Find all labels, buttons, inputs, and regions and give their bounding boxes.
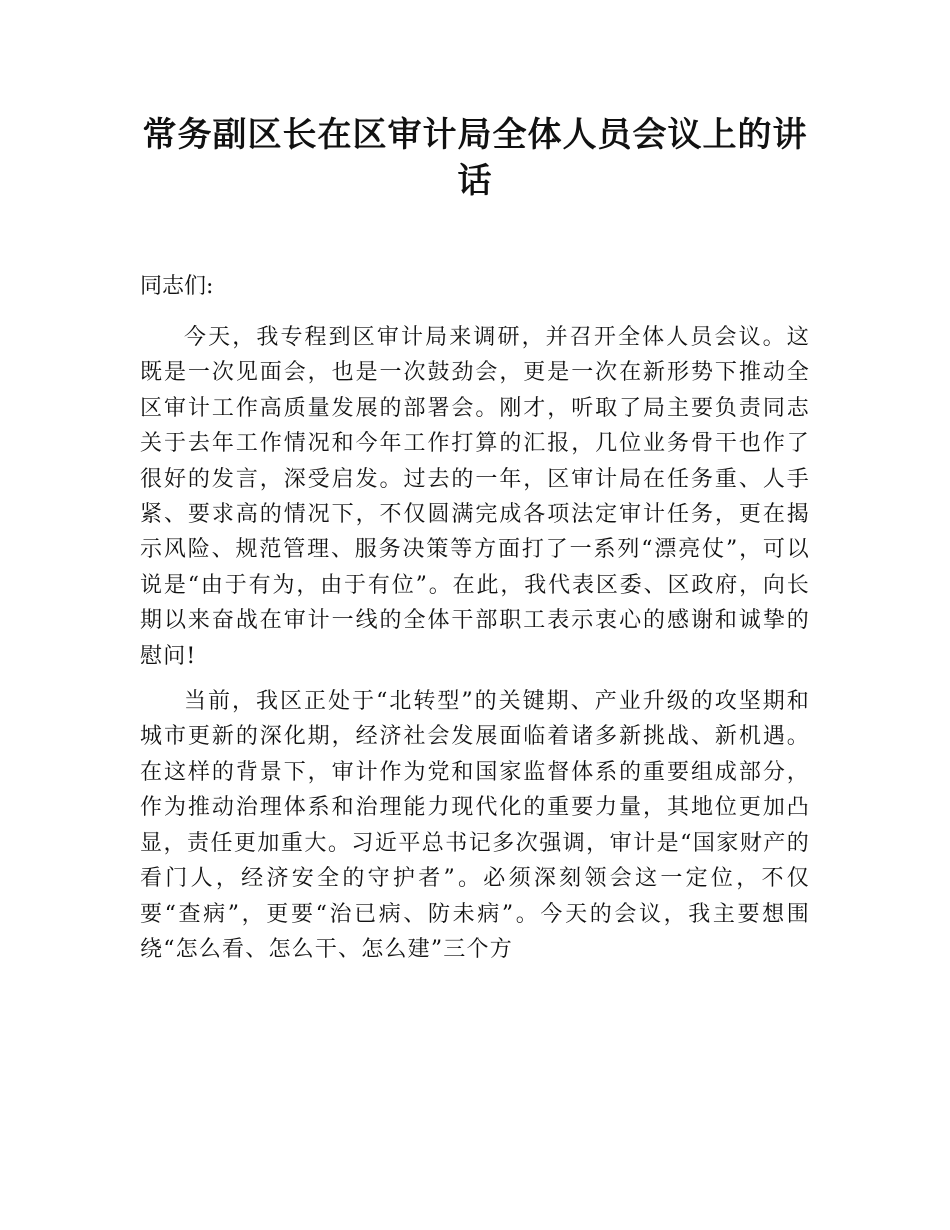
paragraph: 今天，我专程到区审计局来调研，并召开全体人员会议。这既是一次见面会，也是一次鼓劲会，更是一次在新形势下推动全区审计工作高质量发展的部署会。刚才，听取了局主要负责同志关于去年工作情况和今年工作打算的汇报，几位业务骨干也作了很好的发言，深受启发。过去的一年，区审计局在任务重、人手紧、要求高的情况下，不仅圆满完成各项法定审计任务，更在揭示风险、规范管理、服务决策等方面打了一系列“漂亮仗”，可以说是“由于有为，由于有位”。在此，我代表区委、区政府，向长期以来奋战在审计一线的全体干部职工表示衷心的感谢和诚挚的慰问! — [140, 325, 810, 669]
paragraph: 当前，我区正处于“北转型”的关键期、产业升级的攻坚期和城市更新的深化期，经济社会发展面临着诸多新挑战、新机遇。在这样的背景下，审计作为党和国家监督体系的重要组成部分，作为推动治理体系和治理能力现代化的重要力量，其地位更加凸显，责任更加重大。习近平总书记多次强调，审计是“国家财产的看门人，经济安全的守护者”。必须深刻领会这一定位，不仅要“查病”，更要“治已病、防未病”。今天的会议，我主要想围绕“怎么看、怎么干、怎么建”三个方 — [140, 689, 810, 962]
document-body — [140, 270, 810, 967]
document-title: 常务副区长在区审计局全体人员会议上的讲话 — [142, 115, 808, 201]
salutation: 同志们: — [140, 274, 214, 299]
